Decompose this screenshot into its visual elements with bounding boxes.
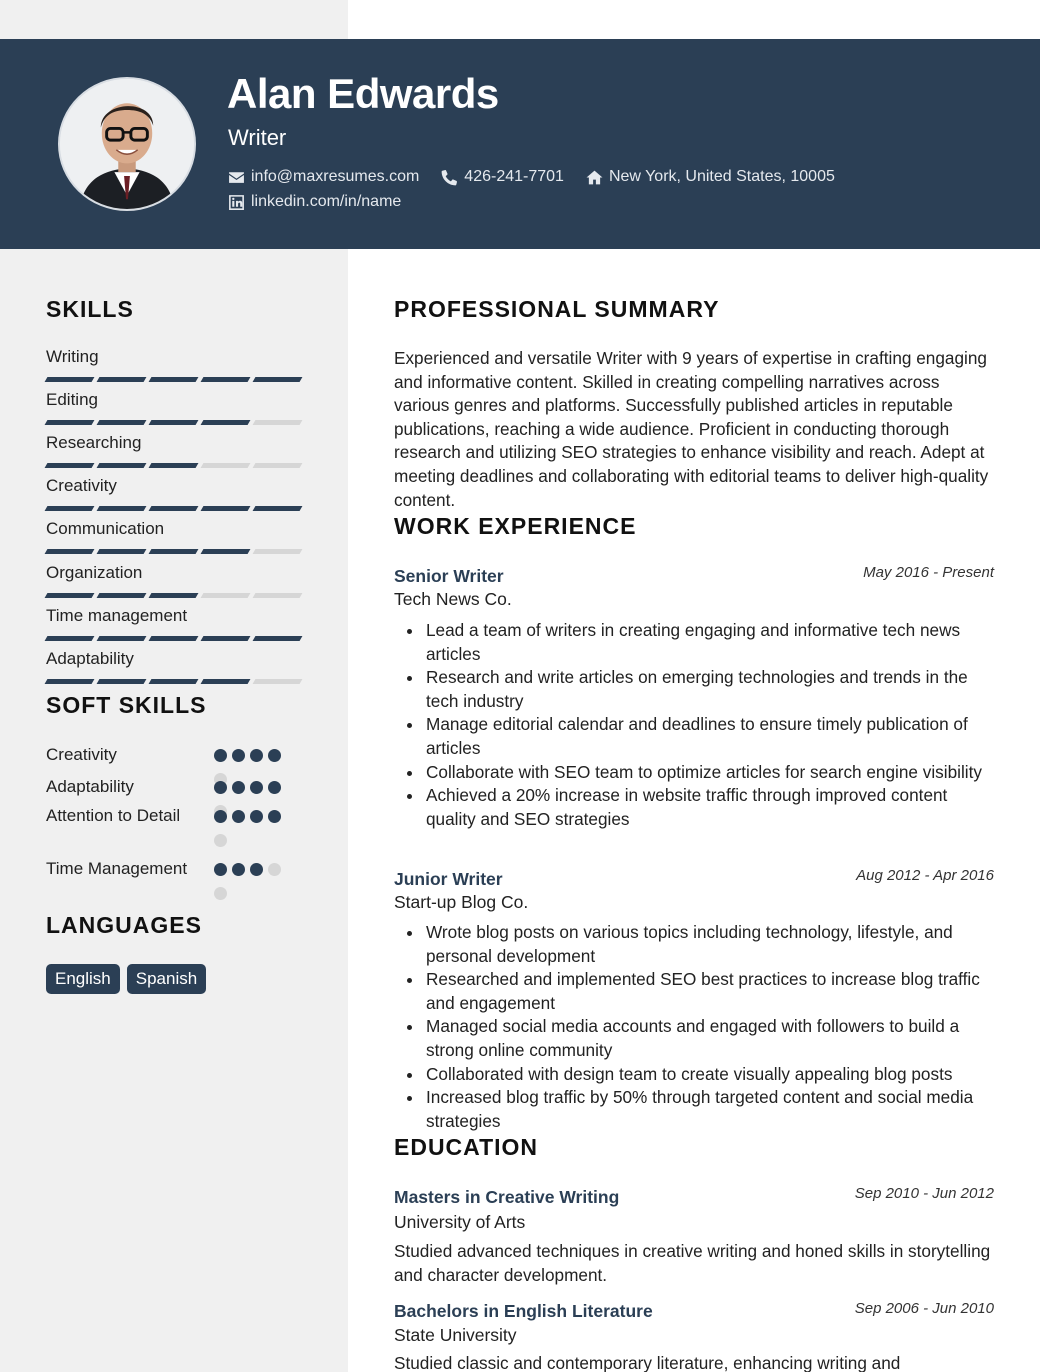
rating-dot xyxy=(214,887,227,900)
skill-name: Editing xyxy=(46,390,98,409)
skill-name: Time management xyxy=(46,606,188,625)
rating-dot xyxy=(250,749,263,762)
job-bullets xyxy=(394,619,1000,831)
degree-dates: Sep 2006 - Jun 2010 xyxy=(854,1300,994,1317)
skill-level-segment xyxy=(149,593,199,598)
skill-level-segment xyxy=(45,549,95,554)
education-heading: EDUCATION xyxy=(394,1134,539,1160)
rating-dot xyxy=(268,749,281,762)
skill-level-segment xyxy=(201,593,251,598)
skill-level-segment xyxy=(97,549,147,554)
contact-linkedin[interactable] xyxy=(228,193,401,211)
skill-level-segment xyxy=(97,463,147,468)
contact-row xyxy=(228,168,857,186)
avatar xyxy=(58,77,196,211)
skill-level-segment xyxy=(253,463,303,468)
summary-heading: PROFESSIONAL SUMMARY xyxy=(394,296,720,322)
list-item: Collaborate with SEO team to optimize articles for search engine visibility xyxy=(394,761,1000,785)
skill-level-segment xyxy=(201,506,251,511)
rating-dot xyxy=(214,834,227,847)
email-text: info@maxresumes.com xyxy=(251,168,420,185)
skill-level-segment xyxy=(149,420,199,425)
skill-name: Adaptability xyxy=(46,649,134,668)
skill-level-bar xyxy=(46,506,306,511)
linkedin-text: linkedin.com/in/name xyxy=(251,193,402,210)
list-item: Researched and implemented SEO best practices to increase blog traffic and engagement xyxy=(394,968,1000,1015)
job-dates: Aug 2012 - Apr 2016 xyxy=(856,867,994,884)
skill-name: Researching xyxy=(46,433,142,452)
resume-header xyxy=(0,39,1040,249)
candidate-name: Alan Edwards xyxy=(227,70,499,117)
rating-dot xyxy=(214,749,227,762)
skill-name: Communication xyxy=(46,519,165,538)
skill-level-segment xyxy=(149,636,199,641)
rating-dot xyxy=(268,810,281,823)
skill-level-segment xyxy=(253,506,303,511)
skill-level-segment xyxy=(253,636,303,641)
skill-name: Creativity xyxy=(46,476,117,495)
rating-dot xyxy=(214,781,227,794)
skill-item xyxy=(46,519,306,554)
summary-text: Experienced and versatile Writer with 9 years of expertise in crafting engaging and informative content. Skilled in creating compelling narratives across various genres and platforms. Successfully published articles in reputable publications, reaching a wide audience. Proficient in conducting thorough research and utilizing SEO strategies to enhance visibility and reach. Adept at meeting deadlines and collaborating with editorial teams to deliver high-quality content. xyxy=(394,348,989,510)
skill-name: Writing xyxy=(46,347,99,366)
soft-skills-heading: SOFT SKILLS xyxy=(46,692,207,718)
skill-level-bar xyxy=(46,679,306,684)
skill-level-segment xyxy=(97,506,147,511)
list-item: Achieved a 20% increase in website traffic through improved content quality and SEO strategies xyxy=(394,784,1000,831)
skill-level-segment xyxy=(45,463,95,468)
contact-email[interactable] xyxy=(228,168,419,186)
skill-level-segment xyxy=(45,420,95,425)
degree-dates: Sep 2010 - Jun 2012 xyxy=(854,1185,994,1202)
skill-level-segment xyxy=(201,420,251,425)
degree-title: Masters in Creative Writing xyxy=(394,1187,620,1207)
list-item: Managed social media accounts and engaged with followers to build a strong online community xyxy=(394,1015,1000,1062)
rating-dot xyxy=(232,749,245,762)
skill-item xyxy=(46,606,306,641)
skill-level-segment xyxy=(45,377,95,382)
skill-level-segment xyxy=(45,593,95,598)
skill-level-bar xyxy=(46,549,306,554)
job-company: Start-up Blog Co. xyxy=(394,892,529,912)
linkedin-icon xyxy=(228,194,245,211)
job-title: Senior Writer xyxy=(394,566,504,586)
degree-title: Bachelors in English Literature xyxy=(394,1301,653,1321)
rating-dot xyxy=(250,863,263,876)
contact-row-2 xyxy=(228,193,423,211)
soft-skill-name: Adaptability xyxy=(46,777,134,796)
skill-level-segment xyxy=(149,377,199,382)
rating-dot xyxy=(214,810,227,823)
skill-level-segment xyxy=(253,679,303,684)
language-badge: Spanish xyxy=(127,964,206,994)
skill-item xyxy=(46,433,306,468)
job-company: Tech News Co. xyxy=(394,589,512,609)
skill-level-segment xyxy=(201,636,251,641)
skill-level-segment xyxy=(45,636,95,641)
rating-dot xyxy=(250,781,263,794)
skill-level-segment xyxy=(253,593,303,598)
location-text: New York, United States, 10005 xyxy=(608,168,835,185)
skill-level-segment xyxy=(97,593,147,598)
job-dates: May 2016 - Present xyxy=(863,564,994,581)
contact-location xyxy=(586,168,835,186)
skills-heading: SKILLS xyxy=(46,296,134,322)
list-item: Lead a team of writers in creating engaging and informative tech news articles xyxy=(394,619,1000,666)
rating-dot xyxy=(214,863,227,876)
list-item: Wrote blog posts on various topics including technology, lifestyle, and personal development xyxy=(394,921,1000,968)
skill-level-segment xyxy=(45,506,95,511)
skill-item xyxy=(46,649,306,684)
home-icon xyxy=(586,169,603,186)
candidate-title: Writer xyxy=(228,125,287,150)
list-item: Increased blog traffic by 50% through targeted content and social media strategies xyxy=(394,1086,1000,1133)
skill-item xyxy=(46,390,306,425)
envelope-icon xyxy=(228,169,245,186)
rating-dot xyxy=(232,863,245,876)
skill-level-bar xyxy=(46,463,306,468)
school-name: University of Arts xyxy=(394,1212,526,1232)
skill-level-bar xyxy=(46,420,306,425)
profile-photo xyxy=(60,79,194,209)
soft-skill-name: Time Management xyxy=(46,859,188,878)
skill-level-segment xyxy=(201,679,251,684)
skill-level-segment xyxy=(149,463,199,468)
skill-level-segment xyxy=(97,420,147,425)
skill-level-segment xyxy=(201,463,251,468)
school-name: State University xyxy=(394,1325,517,1345)
skill-item xyxy=(46,476,306,511)
skill-level-segment xyxy=(253,549,303,554)
job-title: Junior Writer xyxy=(394,869,503,889)
skill-level-bar xyxy=(46,593,306,598)
soft-skill-name: Creativity xyxy=(46,745,117,764)
skill-level-bar xyxy=(46,377,306,382)
contact-phone[interactable] xyxy=(441,168,564,186)
experience-heading: WORK EXPERIENCE xyxy=(394,513,637,539)
rating-dot xyxy=(268,781,281,794)
skill-level-segment xyxy=(253,377,303,382)
languages-list xyxy=(46,964,206,994)
skill-level-segment xyxy=(97,679,147,684)
rating-dot xyxy=(268,863,281,876)
skill-level-segment xyxy=(45,679,95,684)
skill-level-segment xyxy=(149,549,199,554)
languages-heading: LANGUAGES xyxy=(46,912,202,938)
list-item: Collaborated with design team to create visually appealing blog posts xyxy=(394,1063,1000,1087)
skill-level-segment xyxy=(201,549,251,554)
skill-level-segment xyxy=(149,679,199,684)
list-item: Research and write articles on emerging technologies and trends in the tech industry xyxy=(394,666,1000,713)
skill-name: Organization xyxy=(46,563,143,582)
language-badge: English xyxy=(46,964,120,994)
skill-level-bar xyxy=(46,636,306,641)
skill-level-segment xyxy=(97,377,147,382)
job-bullets xyxy=(394,921,1000,1133)
phone-icon xyxy=(441,169,458,186)
skill-item xyxy=(46,347,306,382)
degree-description: Studied advanced techniques in creative writing and honed skills in storytelling and character development. xyxy=(394,1241,991,1285)
skill-item xyxy=(46,563,306,598)
skill-level-segment xyxy=(149,506,199,511)
rating-dot xyxy=(250,810,263,823)
soft-skill-name: Attention to Detail xyxy=(46,806,181,825)
skill-level-segment xyxy=(253,420,303,425)
rating-dot xyxy=(232,781,245,794)
list-item: Manage editorial calendar and deadlines to ensure timely publication of articles xyxy=(394,713,1000,760)
degree-description: Studied classic and contemporary literature, enhancing writing and xyxy=(394,1353,901,1372)
rating-dot xyxy=(232,810,245,823)
phone-text: 426-241-7701 xyxy=(464,168,564,185)
skill-level-segment xyxy=(97,636,147,641)
skill-level-segment xyxy=(201,377,251,382)
